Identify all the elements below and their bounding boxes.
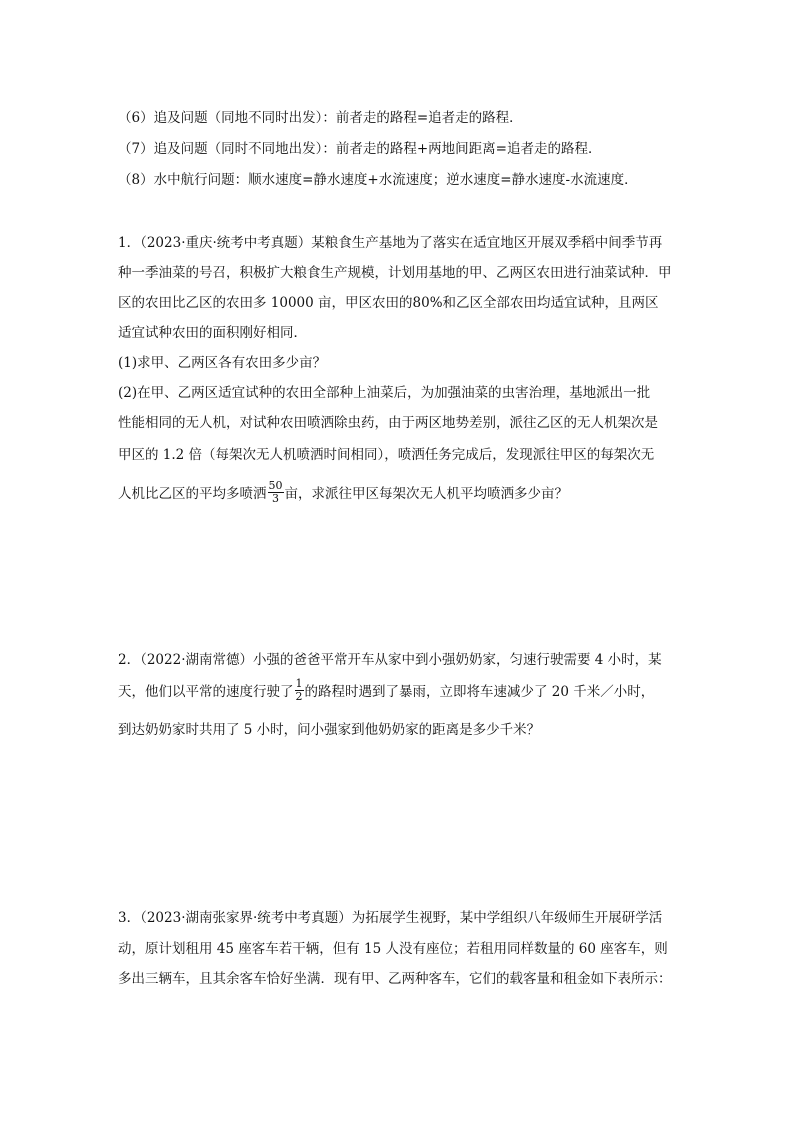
question-2-line-1: 2．（2022·湖南常德）小强的爸爸平常开车从家中到小强奶奶家，匀速行驶需要 4 小时，某 bbox=[118, 652, 662, 668]
question-1-text-before-fraction: 人机比乙区的平均多喷洒 bbox=[118, 486, 267, 502]
fraction-denominator: 2 bbox=[295, 690, 303, 703]
fraction-numerator: 1 bbox=[295, 677, 303, 690]
question-3-line-2: 动，原计划租用 45 座客车若干辆，但有 15 人没有座位；若租用同样数量的 60 座客车，则 bbox=[118, 941, 668, 957]
fraction-denominator: 3 bbox=[272, 492, 279, 505]
question-1-part-2-line-1: (2)在甲、乙两区适宜试种的农田全部种上油菜后，为加强油菜的虫害治理，基地派出一批 bbox=[118, 385, 651, 401]
question-2-text-before-fraction: 天，他们以平常的速度行驶了 bbox=[118, 684, 294, 700]
question-2-line-3: 到达奶奶家时共用了 5 小时，问小强家到他奶奶家的距离是多少千米？ bbox=[118, 722, 541, 738]
rule-6: （6）追及问题（同地不同时出发）：前者走的路程=追者走的路程． bbox=[118, 110, 523, 126]
fraction-50-over-3 bbox=[268, 480, 284, 505]
question-2-text-after-fraction: 的路程时遇到了暴雨，立即将车速减少了 20 千米／小时， bbox=[304, 684, 655, 700]
question-1-part-1: (1)求甲、乙两区各有农田多少亩？ bbox=[118, 355, 327, 371]
question-1-line-3: 区的农田比乙区的农田多 10000 亩，甲区农田的80%和乙区全部农田均适宜试种，且两区 bbox=[118, 295, 659, 311]
rule-8: （8）水中航行问题：顺水速度=静水速度+水流速度；逆水速度=静水速度-水流速度． bbox=[118, 172, 638, 188]
question-1-line-2: 种一季油菜的号召，积极扩大粮食生产规模，计划用基地的甲、乙两区农田进行油菜试种．甲 bbox=[118, 265, 672, 281]
question-3-line-3: 多出三辆车，且其余客车恰好坐满．现有甲、乙两种客车，它们的载客量和租金如下表所示： bbox=[118, 971, 672, 987]
rule-7: （7）追及问题（同时不同地出发）：前者走的路程+两地间距离=追者走的路程． bbox=[118, 141, 602, 157]
question-1-line-4: 适宜试种农田的面积刚好相同． bbox=[118, 325, 307, 341]
question-1-line-1: 1．（2023·重庆·统考中考真题）某粮食生产基地为了落实在适宜地区开展双季稻中间季节再 bbox=[118, 235, 663, 251]
question-1-part-2-line-2: 性能相同的无人机，对试种农田喷洒除虫药，由于两区地势差别，派往乙区的无人机架次是 bbox=[118, 415, 658, 431]
question-1-part-2-line-3: 甲区的 1.2 倍（每架次无人机喷洒时间相同），喷洒任务完成后，发现派往甲区的每架次无 bbox=[118, 447, 655, 463]
fraction-numerator: 50 bbox=[268, 479, 283, 492]
question-2-line-2 bbox=[118, 677, 655, 705]
question-3-line-1: 3．（2023·湖南张家界·统考中考真题）为拓展学生视野，某中学组织八年级师生开展研学活 bbox=[118, 910, 663, 926]
question-1-text-after-fraction: 亩，求派往甲区每架次无人机平均喷洒多少亩？ bbox=[284, 486, 568, 502]
question-1-part-2-line-4 bbox=[118, 479, 568, 507]
fraction-1-over-2 bbox=[295, 678, 304, 703]
